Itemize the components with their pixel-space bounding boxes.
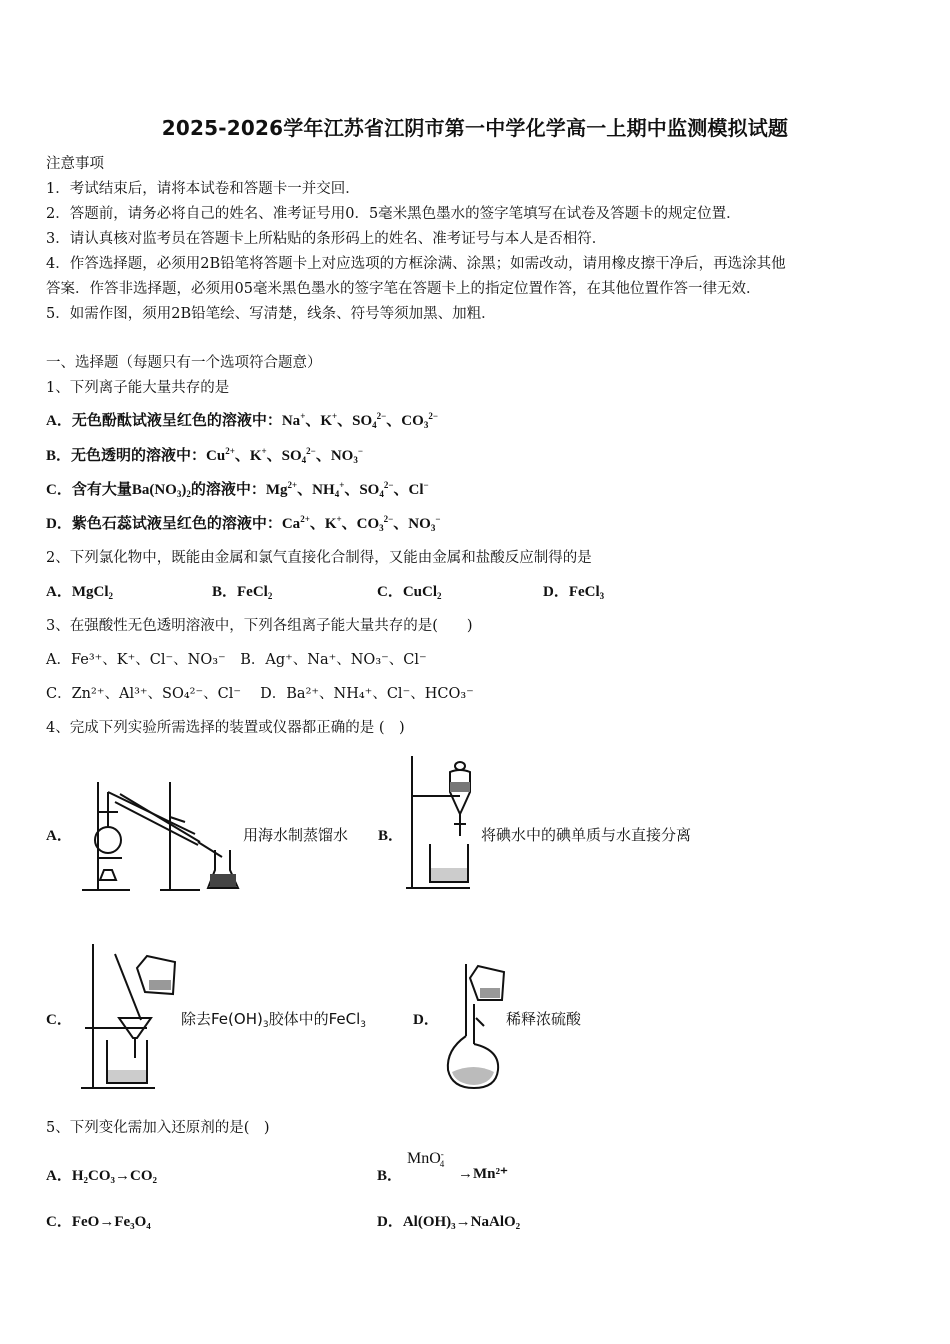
q4-option-b-label: B． (378, 828, 404, 844)
notice-item-2: 2．答题前，请务必将自己的姓名、准考证号用0．5毫米黑色墨水的签字笔填写在试卷及答题卡的规定位置． (46, 206, 741, 222)
question-3-options-cd: C．Zn²⁺、Al³⁺、SO₄²⁻、Cl⁻ D．Ba²⁺、NH₄⁺、Cl⁻、HCO₃⁻ (46, 686, 474, 702)
question-2-option-c (377, 580, 442, 601)
question-5-option-c: C．FeO→Fe₃O₄ (46, 1214, 151, 1230)
notice-item-4: 4．作答选择题，必须用2B铅笔将答题卡上对应选项的方框涂满、涂黑；如需改动，请用橡皮擦干净后，再选涂其他 (46, 256, 786, 272)
notice-item-1: 1．考试结束后，请将本试卷和答题卡一并交回． (46, 181, 360, 197)
question-1-option-d: D．紫色石蕊试液呈红色的溶液中：$Ca^{2+}$、K+、$CO_3^{2-}$、$NO_3^-$ (46, 514, 441, 533)
q1-c-mid: 的溶液中： (190, 482, 266, 498)
question-1-option-a: A．无色酚酞试液呈红色的溶液中：Na+、K+、$SO_4^{2-}$、$CO_3^{2-}$ (46, 411, 438, 430)
notice-heading: 注意事项 (46, 156, 104, 172)
question-1-option-b: B．无色透明的溶液中：$Cu^{2+}$、K+、$SO_4^{2-}$、$NO_3^-$ (46, 446, 363, 465)
question-1-stem: 1、下列离子能大量共存的是 (46, 380, 230, 396)
volumetric-flask-figure (440, 958, 508, 1093)
q4-c-caption-post: 胶体中的FeCl (268, 1010, 361, 1028)
q4-option-b-caption: 将碘水中的碘单质与水直接分离 (481, 826, 692, 844)
distillation-apparatus-figure (70, 762, 240, 894)
question-2-option-a (46, 580, 113, 601)
question-5-option-b (377, 1164, 402, 1185)
q4-c-caption-sub: 3 (262, 1020, 269, 1030)
q4-option-a-label: A． (46, 828, 72, 844)
q5-b-ion: MnO-$_4$ (407, 1149, 445, 1169)
q4-option-a-caption: 用海水制蒸馏水 (243, 826, 349, 844)
q4-c-caption-sub2: 3 (360, 1020, 366, 1030)
question-5-stem: 5、下列变化需加入还原剂的是( ) (46, 1120, 270, 1136)
q1-a-text: A．无色酚酞试液呈红色的溶液中： (46, 413, 282, 429)
q4-c-caption-pre: 除去Fe(OH) (181, 1010, 263, 1028)
q2-a-text: A．MgCl (46, 584, 109, 600)
q2-b-sub: 2 (267, 591, 273, 601)
separatory-funnel-figure (400, 748, 475, 893)
q1-c-text: C．含有大量 (46, 482, 132, 498)
q2-a-sub: 2 (108, 591, 113, 601)
question-3-stem: 3、在强酸性无色透明溶液中，下列各组离子能大量共存的是( ) (46, 618, 473, 634)
question-5-option-d: D．Al(OH)₃→NaAlO₂ (377, 1214, 521, 1230)
page-title: 2025-2026学年江苏省江阴市第一中学化学高一上期中监测模拟试题 (161, 116, 789, 140)
question-2-option-b (212, 580, 272, 601)
q5-b-ion-text: MnO (407, 1150, 441, 1167)
question-4-stem: 4、完成下列实验所需选择的装置或仪器都正确的是 ( ) (46, 720, 405, 736)
section-heading: 一、选择题（每题只有一个选项符合题意） (46, 355, 322, 371)
q1-b-text: B．无色透明的溶液中： (46, 448, 207, 464)
q5-b-label: B． (377, 1168, 403, 1184)
q1-d-text: D．紫色石蕊试液呈红色的溶液中： (46, 516, 282, 532)
q4-option-c-caption (181, 1008, 366, 1030)
question-3-options-ab: A．Fe³⁺、K⁺、Cl⁻、NO₃⁻ B．Ag⁺、Na⁺、NO₃⁻、Cl⁻ (46, 652, 427, 668)
q2-c-sub: 2 (437, 591, 442, 601)
q2-b-text: B．FeCl (212, 584, 268, 600)
filtration-apparatus-figure (75, 940, 180, 1093)
notice-item-3: 3．请认真核对监考员在答题卡上所粘贴的条形码上的姓名、准考证号与本人是否相符． (46, 231, 607, 247)
question-1-option-c: C．含有大量$Ba(NO_3)_2$的溶液中：$Mg^{2+}$、$NH_4^+$、$SO_4^{2-}$、Cl− (46, 480, 429, 499)
question-5-option-a: A．H₂CO₃→CO₂ (46, 1168, 157, 1184)
q2-d-sub: 3 (599, 591, 605, 601)
notice-item-4-cont: 答案．作答非选择题，必须用05毫米黑色墨水的签字笔在答题卡上的指定位置作答，在其他位置作答一律无效． (46, 281, 761, 297)
question-2-option-d (543, 580, 604, 601)
q2-c-text: C．CuCl (377, 584, 438, 600)
question-2-stem: 2、下列氯化物中，既能由金属和氯气直接化合制得，又能由金属和盐酸反应制得的是 (46, 550, 592, 566)
q4-option-d-caption: 稀释浓硫酸 (506, 1010, 582, 1028)
q4-option-c-label: C． (46, 1012, 72, 1028)
notice-item-5: 5．如需作图，须用2B铅笔绘、写清楚，线条、符号等须加黑、加粗． (46, 306, 496, 322)
q2-d-text: D．FeCl (543, 584, 600, 600)
q4-option-d-label: D． (413, 1012, 439, 1028)
q5-b-tail: →Mn²⁺ (458, 1166, 508, 1182)
